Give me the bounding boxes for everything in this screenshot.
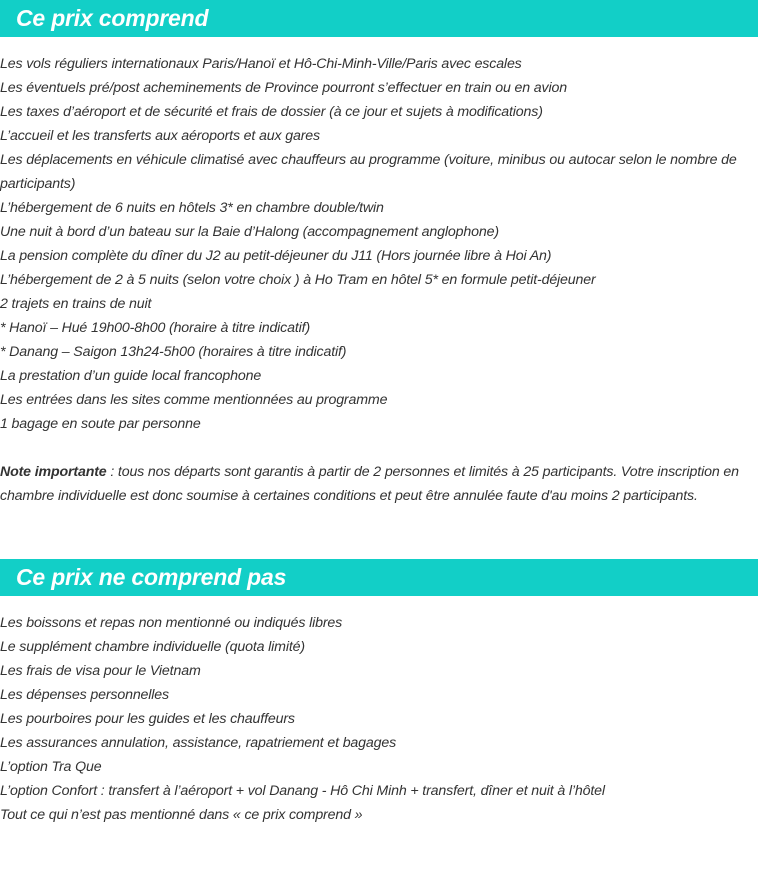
list-item: La prestation d’un guide local francophone bbox=[0, 368, 262, 384]
list-item: L’accueil et les transferts aux aéroports et aux gares bbox=[0, 128, 320, 144]
list-item: Les boissons et repas non mentionné ou indiqués libres bbox=[0, 615, 343, 631]
list-item: Les déplacements en véhicule climatisé avec chauffeurs au programme (voiture, minibus ou autocar selon le nombre de participants) bbox=[0, 152, 737, 192]
list-item: La pension complète du dîner du J2 au petit-déjeuner du J11 (Hors journée libre à Hoi An) bbox=[0, 248, 552, 264]
list-item: 2 trajets en trains de nuit bbox=[0, 296, 152, 312]
list-item: * Danang – Saigon 13h24-5h00 (horaires à titre indicatif) bbox=[0, 344, 347, 360]
includes-title: Ce prix comprend bbox=[16, 5, 209, 31]
list-item: Les entrées dans les sites comme mentionnées au programme bbox=[0, 392, 388, 408]
list-item: Les frais de visa pour le Vietnam bbox=[0, 663, 201, 679]
important-note-text: : tous nos départs sont garantis à partir de 2 personnes et limités à 25 participants. Votre inscription en chambre individuelle est donc soumise à certaines conditions et peut être annulée faute d'au moins 2 participants. bbox=[0, 464, 739, 504]
list-item: Les assurances annulation, assistance, rapatriement et bagages bbox=[0, 735, 397, 751]
list-item: L’hébergement de 2 à 5 nuits (selon votre choix ) à Ho Tram en hôtel 5* en formule petit-déjeuner bbox=[0, 272, 596, 288]
important-note bbox=[0, 460, 756, 508]
list-item: L’option Tra Que bbox=[0, 759, 102, 775]
list-item: Le supplément chambre individuelle (quota limité) bbox=[0, 639, 305, 655]
list-item: Les pourboires pour les guides et les chauffeurs bbox=[0, 711, 295, 727]
excludes-list bbox=[0, 611, 758, 827]
list-item: Tout ce qui n’est pas mentionné dans « ce prix comprend » bbox=[0, 807, 363, 823]
list-item: Une nuit à bord d’un bateau sur la Baie d’Halong (accompagnement anglophone) bbox=[0, 224, 499, 240]
list-item: * Hanoï – Hué 19h00-8h00 (horaire à titre indicatif) bbox=[0, 320, 311, 336]
includes-list bbox=[0, 52, 758, 436]
list-item: 1 bagage en soute par personne bbox=[0, 416, 201, 432]
list-item: Les éventuels pré/post acheminements de Province pourront s’effectuer en train ou en avion bbox=[0, 80, 567, 96]
list-item: L’option Confort : transfert à l’aéroport + vol Danang - Hô Chi Minh + transfert, dîner et nuit à l’hôtel bbox=[0, 783, 605, 799]
list-item: Les dépenses personnelles bbox=[0, 687, 169, 703]
list-item: Les taxes d’aéroport et de sécurité et frais de dossier (à ce jour et sujets à modifications) bbox=[0, 104, 543, 120]
includes-section-header bbox=[0, 0, 758, 37]
list-item: L’hébergement de 6 nuits en hôtels 3* en chambre double/twin bbox=[0, 200, 384, 216]
excludes-section-header bbox=[0, 559, 758, 596]
important-note-label: Note importante bbox=[0, 464, 107, 480]
excludes-title: Ce prix ne comprend pas bbox=[16, 564, 287, 590]
list-item: Les vols réguliers internationaux Paris/Hanoï et Hô-Chi-Minh-Ville/Paris avec escales bbox=[0, 56, 522, 72]
